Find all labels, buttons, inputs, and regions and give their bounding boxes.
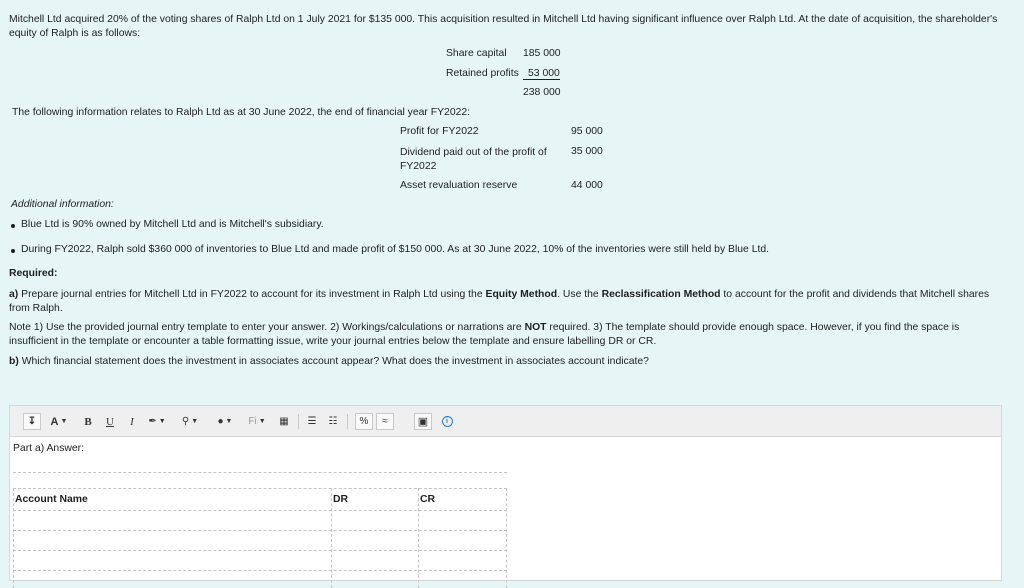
collapse-toolbar-button[interactable] bbox=[23, 413, 41, 430]
question-intro: Mitchell Ltd acquired 20% of the voting shares of Ralph Ltd on 1 July 2021 for $135 000. This acquisition resulted in Mitchell Ltd having significant influence over Ralph Ltd. At the date of acquisition, the shareholder's equity of Ralph is as follows: bbox=[9, 14, 998, 39]
equity-method-term: Equity Method bbox=[485, 289, 558, 300]
table-border bbox=[13, 488, 507, 489]
note-text bbox=[9, 321, 984, 349]
paint-drop-icon: ● bbox=[217, 416, 224, 427]
bullet-dot bbox=[11, 249, 15, 253]
calculator-icon: ▦ bbox=[279, 416, 289, 427]
table-cell[interactable] bbox=[332, 551, 417, 569]
bullet-2-text: During FY2022, Ralph sold $360 000 of inventories to Blue Ltd and made profit of $150 000. As at 30 June 2022, 10% of the inventories were still held by Blue Ltd. bbox=[21, 244, 770, 255]
retained-profits-value: 53 000 bbox=[523, 68, 560, 80]
numbered-list-icon: ☷ bbox=[328, 416, 338, 427]
part-a-text-1: Prepare journal entries for Mitchell Ltd in FY2022 to account for its investment in Ralph Ltd using the bbox=[21, 289, 483, 300]
unlink-button[interactable] bbox=[376, 413, 394, 430]
bullet-dot bbox=[11, 224, 15, 228]
editor-toolbar bbox=[9, 405, 1002, 436]
note-text-1: Note 1) Use the provided journal entry template to enter your answer. 2) Workings/calculations or narrations are bbox=[9, 322, 522, 333]
dividend-label: Dividend paid out of the profit of FY2022 bbox=[400, 147, 547, 172]
table-header-account-name: Account Name bbox=[15, 494, 88, 505]
underline-label: U bbox=[106, 415, 114, 428]
table-cell[interactable] bbox=[419, 531, 505, 549]
table-cell[interactable] bbox=[332, 531, 417, 549]
insert-media-button[interactable] bbox=[438, 413, 456, 430]
numbered-list-button[interactable] bbox=[326, 413, 340, 430]
bold-button[interactable] bbox=[81, 413, 95, 430]
table-cell[interactable] bbox=[419, 511, 505, 529]
font-size-label: Fi bbox=[248, 416, 257, 427]
toolbar-separator bbox=[298, 414, 299, 429]
font-size-dropdown[interactable]: Fi ▼ bbox=[248, 416, 266, 427]
part-a-prefix: a) bbox=[9, 289, 19, 300]
table-cell[interactable] bbox=[419, 551, 505, 569]
table-cell[interactable] bbox=[14, 531, 330, 549]
link-button[interactable] bbox=[355, 413, 373, 430]
table-cell[interactable] bbox=[332, 511, 417, 529]
table-cell[interactable] bbox=[14, 511, 330, 529]
share-capital-value: 185 000 bbox=[523, 48, 561, 59]
profit-label: Profit for FY2022 bbox=[400, 126, 479, 137]
dividend-value: 35 000 bbox=[571, 146, 603, 157]
italic-label: I bbox=[130, 415, 134, 428]
arrow-down-icon: ↧ bbox=[27, 416, 37, 427]
template-divider bbox=[13, 472, 507, 473]
highlighter-icon: ✒ bbox=[148, 416, 157, 427]
bullet-list-icon: ☰ bbox=[307, 416, 317, 427]
table-header-cr: CR bbox=[420, 494, 436, 505]
font-color-button[interactable]: A ▼ bbox=[50, 415, 68, 428]
link-icon: % bbox=[359, 416, 369, 427]
bullet-list-button[interactable] bbox=[305, 413, 319, 430]
profit-value: 95 000 bbox=[571, 126, 603, 137]
underline-button[interactable] bbox=[103, 413, 117, 430]
image-icon: ▣ bbox=[417, 416, 429, 428]
table-row-border bbox=[13, 570, 507, 571]
reclassification-method-term: Reclassification Method bbox=[601, 289, 721, 300]
info-circle-icon: i bbox=[442, 416, 453, 427]
insert-link-dropdown[interactable]: ⚲ ▼ bbox=[181, 416, 199, 427]
table-header-dr: DR bbox=[333, 494, 349, 505]
lightbulb-icon: ⚲ bbox=[181, 416, 190, 427]
following-info-text: The following information relates to Ralph Ltd as at 30 June 2022, the end of financial year FY2022: bbox=[12, 107, 471, 118]
bullet-1-text: Blue Ltd is 90% owned by Mitchell Ltd and is Mitchell's subsidiary. bbox=[21, 219, 324, 230]
answer-label: Part a) Answer: bbox=[13, 443, 85, 454]
note-not-term: NOT bbox=[524, 322, 547, 333]
unlink-icon: ≈ bbox=[382, 416, 388, 427]
equity-total-value: 238 000 bbox=[523, 87, 561, 98]
part-a-text-3: to account for the profit and dividends that Mitchell shares from Ralph. bbox=[9, 289, 990, 314]
reserve-label: Asset revaluation reserve bbox=[400, 180, 518, 191]
answer-editor[interactable] bbox=[9, 436, 1002, 581]
retained-profits-label: Retained profits bbox=[446, 68, 519, 79]
reserve-value: 44 000 bbox=[571, 180, 603, 191]
required-heading: Required: bbox=[9, 268, 58, 279]
italic-button[interactable] bbox=[125, 413, 139, 430]
note-text-2: required. 3) The template should provide enough space. However, if you find the space is insufficient in the template or encounter a table formatting issue, write your journal entries below the template and ensure labelling DR or CR. bbox=[9, 322, 960, 347]
table-cell[interactable] bbox=[14, 551, 330, 569]
part-b-prefix: b) bbox=[9, 356, 19, 367]
part-b-question bbox=[9, 355, 1009, 369]
toolbar-separator bbox=[347, 414, 348, 429]
part-a-text-2: . Use the bbox=[557, 289, 599, 300]
share-capital-label: Share capital bbox=[446, 48, 507, 59]
bold-label: B bbox=[84, 415, 92, 428]
part-a-question bbox=[9, 288, 1009, 316]
table-border bbox=[506, 488, 507, 588]
calculator-button[interactable] bbox=[277, 413, 291, 430]
additional-info-heading: Additional information: bbox=[11, 199, 114, 210]
fill-color-button[interactable]: ● ▼ bbox=[217, 416, 233, 427]
font-color-label: A bbox=[50, 415, 59, 428]
part-b-text: Which financial statement does the investment in associates account appear? What does the investment in associates account indicate? bbox=[21, 356, 649, 367]
highlight-button[interactable]: ✒ ▼ bbox=[148, 416, 166, 427]
insert-image-button[interactable] bbox=[414, 413, 432, 430]
